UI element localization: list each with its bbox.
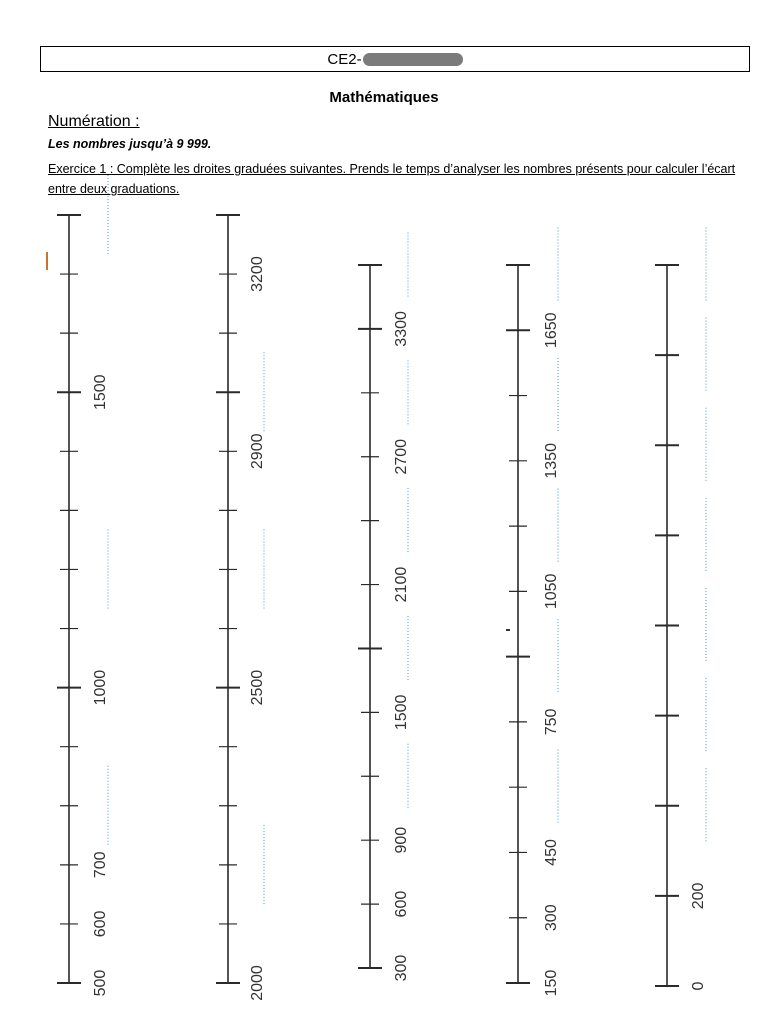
graduation-label: 3300 bbox=[393, 311, 410, 347]
section-title: Numération : bbox=[48, 113, 140, 130]
graduation-label: 900 bbox=[393, 826, 410, 854]
graduation-label: 150 bbox=[543, 969, 560, 997]
graduation-label: 1050 bbox=[543, 573, 560, 610]
graduation-label: 750 bbox=[543, 708, 560, 736]
class-label: CE2- bbox=[327, 50, 362, 68]
graduation-label: 300 bbox=[393, 954, 410, 982]
graduation-label: 1650 bbox=[543, 312, 560, 349]
graduation-label: 500 bbox=[92, 969, 109, 997]
graduation-label: 1500 bbox=[393, 694, 410, 731]
lesson-subtitle: Les nombres jusqu’à 9 999. bbox=[48, 137, 212, 151]
graduation-label: 2000 bbox=[249, 965, 266, 1001]
subject-title: Mathématiques bbox=[329, 89, 439, 106]
graduation-label: 2100 bbox=[393, 566, 410, 603]
graduation-label: 1500 bbox=[92, 374, 109, 411]
exercise-instruction: Exercice 1 : Complète les droites graduées suivantes. Prends le temps d’analyser les nombres présents pour calculer l’écart entre deux graduations. bbox=[48, 162, 736, 196]
graduation-label: 2900 bbox=[249, 433, 266, 470]
graduation-label: 300 bbox=[543, 904, 560, 932]
graduation-label: 2700 bbox=[393, 438, 410, 475]
graduation-label: 3200 bbox=[249, 256, 266, 292]
graduation-label: 0 bbox=[690, 981, 707, 991]
graduation-label: 1000 bbox=[92, 669, 109, 706]
graduation-label: 600 bbox=[92, 910, 109, 938]
graduation-label: 450 bbox=[543, 839, 560, 866]
graduation-label: 1350 bbox=[543, 443, 560, 479]
graduation-label: 600 bbox=[393, 890, 410, 918]
graduation-label: 2500 bbox=[249, 669, 266, 706]
graduation-label: 700 bbox=[92, 851, 109, 879]
graduation-label: 200 bbox=[690, 882, 707, 910]
